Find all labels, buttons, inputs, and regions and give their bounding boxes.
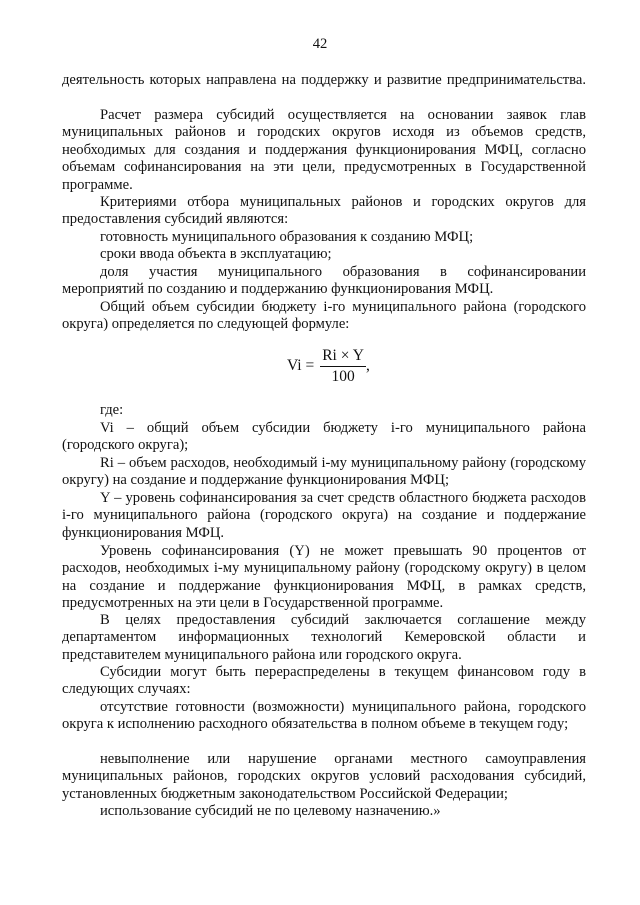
definition-y: Y – уровень софинансирования за счет средств областного бюджета расходов i-го муниципального района (городского округа) на создание и поддержание функционирования МФЦ. [62, 490, 586, 541]
criteria-item-cofinancing-share: доля участия муниципального образования в софинансировании мероприятий по созданию и поддержанию функционирования МФЦ. [62, 264, 586, 298]
paragraph-selection-criteria: Критериями отбора муниципальных районов и городских округов для предоставления субсидий являются: [62, 194, 586, 228]
criteria-item-readiness: готовность муниципального образования к созданию МФЦ; [100, 229, 474, 245]
paragraph-formula-intro: Общий объем субсидии бюджету i-го муниципального района (городского округа) определяется по следующей формуле: [62, 299, 586, 333]
formula-denominator: 100 [331, 367, 355, 385]
redistribution-case-unreadiness: отсутствие готовности (возможности) муниципального района, городского округа к исполнению расходного обязательства в полном объеме в текущем году; [62, 699, 586, 733]
redistribution-case-misuse: использование субсидий не по целевому назначению.» [100, 803, 441, 819]
paragraph-where: где: [100, 402, 124, 418]
paragraph-subsidy-calculation: Расчет размера субсидий осуществляется на основании заявок глав муниципальных районов и городских округов исходя из объемов средств, необходимых для создания и поддержания функционирования МФЦ, согласно объемам софинансирования на эти цели, предусмотренных в Государственной программе. [62, 107, 586, 193]
definition-vi: Vi – общий объем субсидии бюджету i-го муниципального района (городского округа); [62, 420, 586, 454]
page-number: 42 [312, 36, 328, 52]
criteria-item-commissioning: сроки ввода объекта в эксплуатацию; [100, 246, 332, 262]
paragraph-redistribution: Субсидии могут быть перераспределены в текущем финансовом году в следующих случаях: [62, 664, 586, 698]
paragraph-agreement: В целях предоставления субсидий заключается соглашение между департаментом информационных технологий Кемеровской области и представителем муниципального района или городского округа. [62, 612, 586, 663]
subsidy-formula [287, 346, 370, 386]
definition-ri: Ri – объем расходов, необходимый i-му муниципальному району (городскому округу) на создание и поддержание функционирования МФЦ; [62, 455, 586, 489]
formula-numerator: Ri × Y [322, 346, 364, 364]
formula-trailing-comma: , [365, 357, 370, 374]
formula-lhs: Vi = [287, 357, 315, 374]
formula-fraction [320, 347, 366, 386]
paragraph-intro-continuation: деятельность которых направлена на поддержку и развитие предпринимательства. [62, 72, 586, 88]
redistribution-case-violation: невыполнение или нарушение органами местного самоуправления муниципальных районов, городских округов условий расходования субсидий, установленных бюджетным законодательством Российской Федерации; [62, 751, 586, 802]
paragraph-cofinancing-limit: Уровень софинансирования (Y) не может превышать 90 процентов от расходов, необходимых i-му муниципальному району (городскому округу) в целом на создание и поддержание функционирования МФЦ, в рамках средств, предусмотренных на эти цели в Государственной программе. [62, 543, 586, 612]
